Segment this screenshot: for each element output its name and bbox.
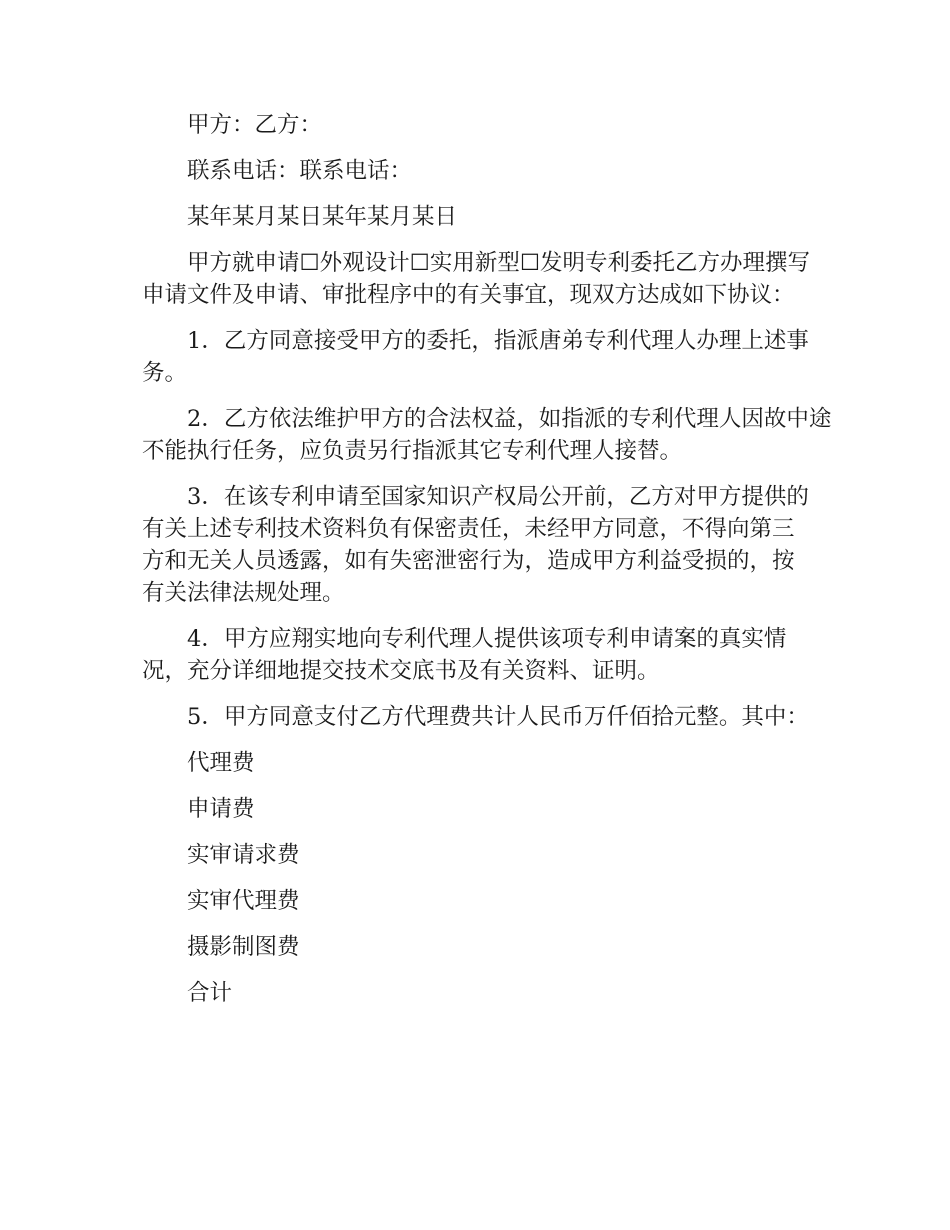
- phone-line: 联系电话：联系电话：: [187, 158, 413, 184]
- clause-4: 4．甲方应翔实地向专利代理人提供该项专利申请案的真实情况，充分详细地提交技术交底书及有关资料、证明。: [142, 626, 787, 684]
- clause-3: 3．在该专利申请至国家知识产权局公开前，乙方对甲方提供的有关上述专利技术资料负有保密责任，未经甲方同意，不得向第三方和无关人员透露，如有失密泄密行为，造成甲方利益受损的，按有关法律法规处理。: [142, 484, 809, 606]
- clause-1: 1．乙方同意接受甲方的委托，指派唐弟专利代理人办理上述事务。: [142, 328, 809, 386]
- fee-item-exam-request: 实审请求费: [187, 842, 300, 868]
- fee-item-agency: 代理费: [187, 750, 255, 776]
- fee-item-application: 申请费: [187, 796, 255, 822]
- date-line: 某年某月某日某年某月某日: [187, 204, 458, 230]
- parties-line: 甲方：乙方：: [187, 112, 323, 138]
- agreement-body: [142, 109, 832, 1023]
- fee-item-drawing: 摄影制图费: [187, 934, 300, 960]
- fee-item-exam-agency: 实审代理费: [187, 888, 300, 914]
- fee-item-total: 合计: [187, 980, 233, 1006]
- clause-2: 2．乙方依法维护甲方的合法权益，如指派的专利代理人因故中途不能执行任务，应负责另行指派其它专利代理人接替。: [142, 406, 832, 464]
- clause-5: 5．甲方同意支付乙方代理费共计人民币万仟佰拾元整。其中：: [187, 704, 809, 730]
- intro-paragraph: 甲方就申请☐外观设计☐实用新型☐发明专利委托乙方办理撰写申请文件及申请、审批程序中的有关事宜，现双方达成如下协议：: [142, 250, 811, 308]
